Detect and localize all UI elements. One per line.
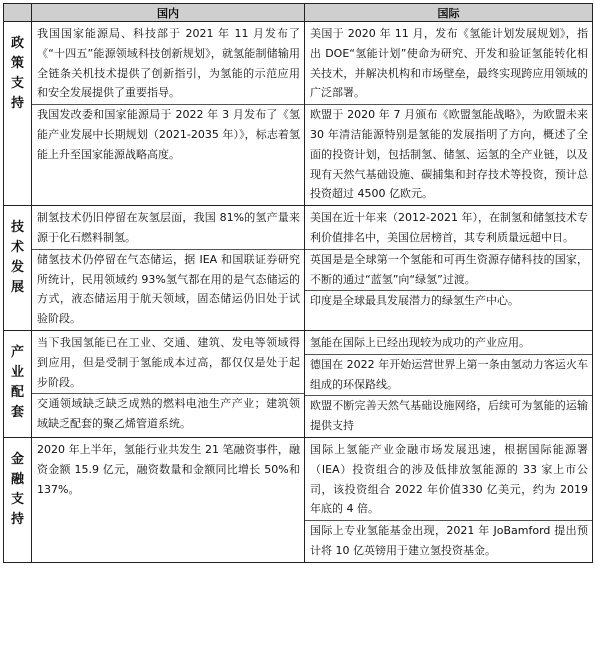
row-category <box>4 206 32 331</box>
paragraph: 美国在近十年来（2012-2021 年），在制氢和储氢技术专利价值排名中，美国位居榜首，其专利质量远超中日。 <box>310 211 588 244</box>
paragraph: 制氢技术仍旧停留在灰氢层面，我国 81%的氢产量来源于化石燃料制氢。 <box>37 211 300 244</box>
category-char: 政 <box>10 36 24 51</box>
paragraph: 我国发改委和国家能源局于 2022 年 3 月发布了《氢能产业发展中长期规划（2021-2035 年）》，标志着氢能上升至国家能源战略高度。 <box>32 104 304 164</box>
paragraph: 欧盟不断完善天然气基础设施网络，后续可为氢能的运输提供支持 <box>305 395 592 436</box>
header-domestic: 国内 <box>32 4 305 22</box>
paragraph: 印度是全球最具发展潜力的绿氢生产中心。 <box>305 290 592 311</box>
paragraph: 国际上氢能产业金融市场发展迅速，根据国际能源署（IEA）投资组合的涉及低排放氢能源的 33 家上市公司，该投资组合 2022 年价值330 亿美元，约为 2019 年底的 4 倍。 <box>310 442 588 516</box>
row-category <box>4 22 32 206</box>
category-char: 产 <box>10 344 24 360</box>
comparison-table <box>3 3 593 563</box>
category-char: 支 <box>10 491 24 507</box>
header-row <box>4 4 593 22</box>
category-char: 套 <box>10 404 24 420</box>
international-cell <box>305 330 593 437</box>
category-char: 业 <box>10 364 24 380</box>
international-cell <box>305 206 593 331</box>
paragraph: 当下我国氢能已在工业、交通、建筑、发电等领域得到应用，但是受制于氢能成本过高，都仅仅是处于起步阶段。 <box>37 335 300 389</box>
paragraph: 储氢技术仍停留在气态储运，据 IEA 和国联证券研究所统计，民用领域约 93%氢气都在用的是气态储运的方式，液态储运用于航天领域，固态储运仍旧处于试验阶段。 <box>32 249 304 329</box>
row-category <box>4 330 32 437</box>
paragraph: 欧盟于 2020 年 7 月颁布《欧盟氢能战略》，为欧盟未来 30 年清洁能源特别是氢能的发展指明了方向，概述了全面的投资计划，包括制氢、储氢、运氢的全产业链，以及现有天然气基础设施、碳捕集和封存技术等投资，预计总投资超过 4500 亿欧元。 <box>305 104 592 204</box>
category-char: 持 <box>10 511 24 527</box>
category-char: 技 <box>10 220 24 236</box>
paragraph: 美国于 2020 年 11 月，发布《氢能计划发展规划》，指出 DOE“氢能计划”使命为研究、开发和验证氢能转化相关技术，并解决机构和市场壁垒，最终实现跨应用领域的广泛部署。 <box>310 27 588 100</box>
row-category <box>4 437 32 562</box>
domestic-cell <box>32 206 305 331</box>
international-cell <box>305 22 593 206</box>
category-char: 金 <box>10 451 24 467</box>
category-char: 策 <box>10 56 24 71</box>
paragraph: 氢能在国际上已经出现较为成功的产业应用。 <box>310 335 530 349</box>
paragraph: 德国在 2022 年开始运营世界上第一条由氢动力客运火车组成的环保路线。 <box>305 354 592 395</box>
table-row <box>4 330 593 437</box>
paragraph: 交通领域缺乏缺乏成熟的燃料电池生产产业；建筑领域缺乏配套的聚乙烯管道系统。 <box>32 393 304 434</box>
paragraph: 英国是是全球第一个氢能和可再生资源存储科技的国家，不断的通过“蓝氢”向“绿氢”过渡。 <box>305 249 592 290</box>
header-corner <box>4 4 32 22</box>
domestic-cell <box>32 330 305 437</box>
international-cell <box>305 437 593 562</box>
category-char: 术 <box>10 240 24 256</box>
paragraph: 国际上专业氢能基金出现，2021 年 JoBamford 提出预计将 10 亿英镑用于建立氢投资基金。 <box>305 520 592 561</box>
category-char: 发 <box>10 260 24 276</box>
category-char: 展 <box>10 280 24 296</box>
category-char: 支 <box>10 76 24 91</box>
domestic-cell <box>32 22 305 206</box>
table-row <box>4 206 593 331</box>
table-body <box>4 22 593 563</box>
paragraph: 2020 年上半年，氢能行业共发生 21 笔融资事件，融资金额 15.9 亿元，融资数量和金额同比增长 50%和 137%。 <box>37 442 300 496</box>
category-char: 配 <box>10 384 24 400</box>
category-char: 持 <box>10 96 24 111</box>
domestic-cell <box>32 437 305 562</box>
category-char: 融 <box>10 471 24 487</box>
paragraph: 我国国家能源局、科技部于 2021 年 11 月发布了《“十四五”能源领域科技创新规划》，就氢能制储输用全链条关机技术提供了创新指引，为氢能的示范应用和安全发展提供了重要指导。 <box>37 27 300 100</box>
table-row <box>4 22 593 206</box>
header-international: 国际 <box>305 4 593 22</box>
table-row <box>4 437 593 562</box>
